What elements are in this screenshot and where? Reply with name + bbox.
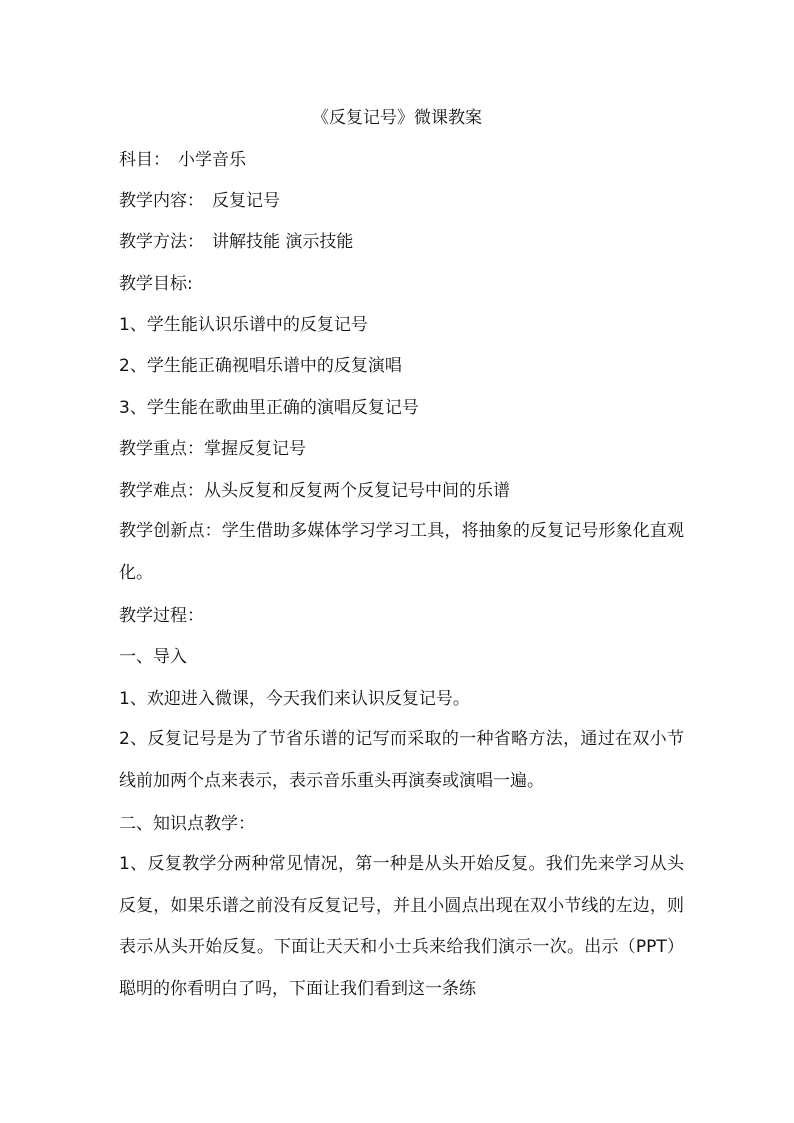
content-value: 反复记号 [212, 191, 280, 211]
intro-item: 2、反复记号是为了节省乐谱的记写而采取的一种省略方法，通过在双小节线前加两个点来表示，表示音乐重头再演奏或演唱一遍。 [119, 729, 684, 791]
method-label: 教学方法： [119, 232, 204, 252]
method-line [119, 227, 684, 257]
method-value: 讲解技能 演示技能 [212, 232, 354, 252]
key-point-line: 教学重点：掌握反复记号 [119, 439, 306, 459]
content-label: 教学内容： [119, 191, 204, 211]
section-heading: 一、导入 [119, 647, 187, 667]
subject-value: 小学音乐 [178, 150, 246, 170]
knowledge-paragraph: 1、反复教学分两种常见情况，第一种是从头开始反复。我们先来学习从头反复，如果乐谱之前没有反复记号，并且小圆点出现在双小节线的左边，则表示从头开始反复。下面让天天和小士兵来给我们演示一次。出示（PPT）聪明的你看明白了吗，下面让我们看到这一条练 [119, 854, 684, 999]
difficulty-line: 教学难点：从头反复和反复两个反复记号中间的乐谱 [119, 481, 510, 501]
intro-item: 1、欢迎进入微课，今天我们来认识反复记号。 [119, 689, 470, 709]
goal-item: 3、学生能在歌曲里正确的演唱反复记号 [119, 398, 419, 418]
goals-heading: 教学目标: [119, 274, 193, 294]
content-line [119, 186, 684, 216]
innovation-paragraph: 教学创新点：学生借助多媒体学习学习工具，将抽象的反复记号形象化直观化。 [119, 521, 684, 583]
goal-item: 2、学生能正确视唱乐谱中的反复演唱 [119, 356, 402, 376]
subject-label: 科目： [119, 150, 170, 170]
goal-item: 1、学生能认识乐谱中的反复记号 [119, 315, 368, 335]
section-heading: 二、知识点教学： [119, 814, 255, 834]
process-heading: 教学过程： [119, 606, 204, 626]
page-title: 《反复记号》微课教案 [312, 108, 482, 128]
subject-line [119, 145, 684, 175]
